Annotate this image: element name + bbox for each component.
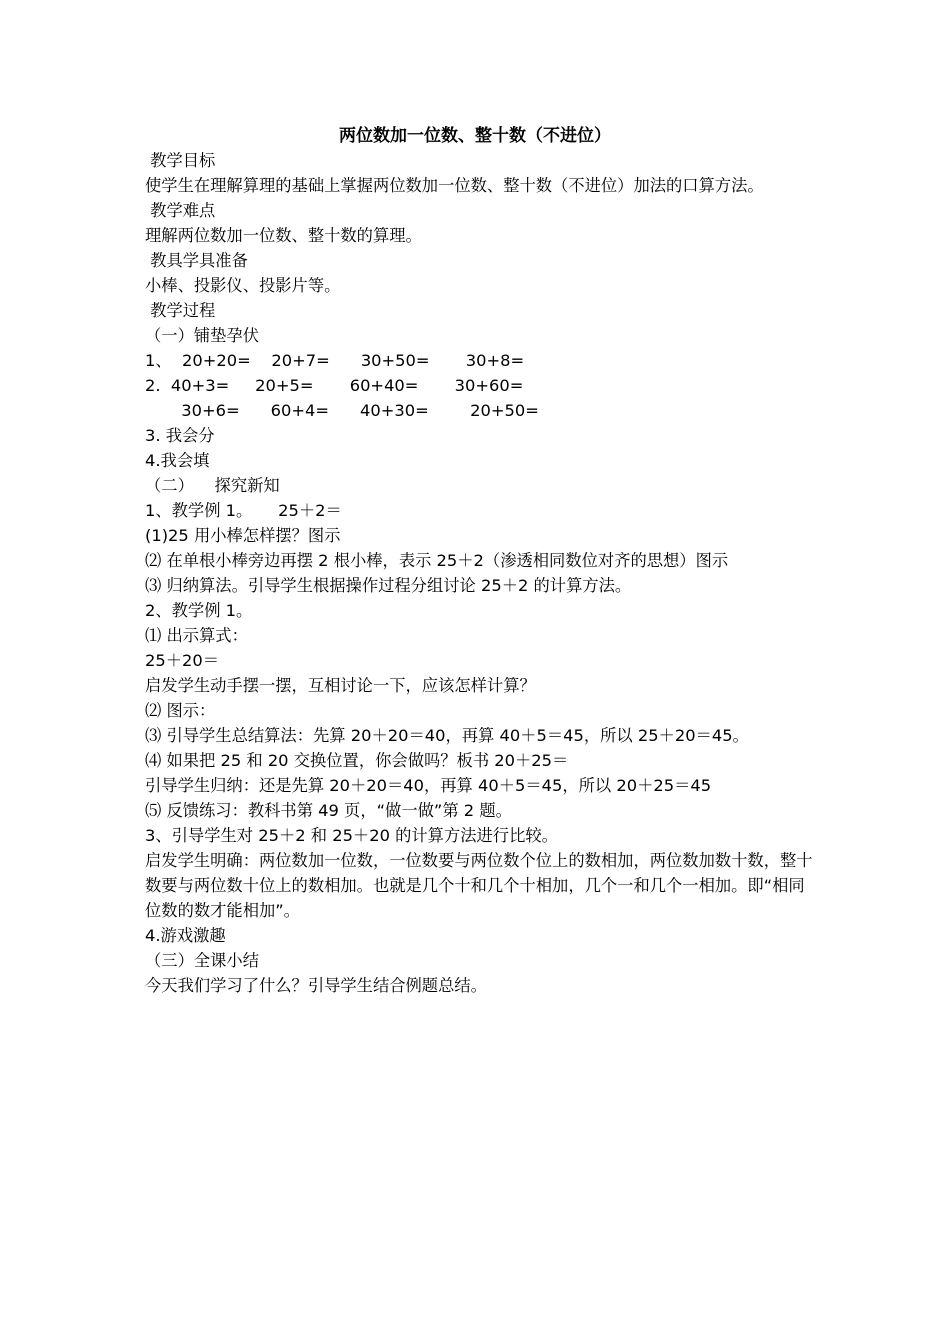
paragraph: 引导学生归纳：还是先算 20＋20＝40，再算 40＋5＝45，所以 20＋25＝45 [145, 776, 712, 795]
list-item: ⑵ 图示： [145, 701, 216, 720]
paragraph-tools: 小棒、投影仪、投影片等。 [145, 276, 341, 295]
list-item: ⑴ 出示算式： [145, 626, 248, 645]
paragraph-difficulty: 理解两位数加一位数、整十数的算理。 [145, 226, 422, 245]
list-item: 3、引导学生对 25＋2 和 25＋20 的计算方法进行比较。 [145, 826, 558, 845]
list-item: 4.游戏激趣 [145, 926, 226, 945]
list-item: 2、教学例 1。 [145, 601, 253, 620]
section-one-heading: （一）铺垫孕伏 [145, 326, 259, 345]
paragraph: 启发学生动手摆一摆，互相讨论一下，应该怎样计算？ [145, 676, 536, 695]
list-item: 3. 我会分 [145, 426, 215, 445]
list-item: 1、教学例 1。 25＋2＝ [145, 501, 342, 520]
exercise-line: 2. 40+3= 20+5= 60+40= 30+60= [145, 376, 524, 395]
heading-teaching-goal: 教学目标 [145, 151, 216, 170]
list-item: ⑸ 反馈练习：教科书第 49 页，“做一做”第 2 题。 [145, 801, 512, 820]
exercise-line: 30+6= 60+4= 40+30= 20+50= [145, 401, 539, 420]
section-three-heading: （三）全课小结 [145, 951, 259, 970]
section-two-heading: （二） 探究新知 [145, 476, 280, 495]
list-item: ⑷ 如果把 25 和 20 交换位置，你会做吗？板书 20＋25＝ [145, 751, 569, 770]
paragraph-closing: 今天我们学习了什么？引导学生结合例题总结。 [145, 976, 487, 995]
document-body [145, 148, 815, 998]
equation-line: 25＋20＝ [145, 651, 219, 670]
paragraph-goal: 使学生在理解算理的基础上掌握两位数加一位数、整十数（不进位）加法的口算方法。 [145, 176, 764, 195]
list-item: 4.我会填 [145, 451, 210, 470]
list-item: ⑶ 引导学生总结算法：先算 20＋20＝40，再算 40＋5＝45，所以 25＋20＝45。 [145, 726, 749, 745]
document-title: 两位数加一位数、整十数（不进位） [339, 126, 611, 146]
heading-teaching-difficulty: 教学难点 [145, 201, 216, 220]
heading-process: 教学过程 [145, 301, 216, 320]
list-item: (1)25 用小棒怎样摆？图示 [145, 526, 341, 545]
list-item: ⑶ 归纳算法。引导学生根据操作过程分组讨论 25＋2 的计算方法。 [145, 576, 632, 595]
list-item: ⑵ 在单根小棒旁边再摆 2 根小棒，表示 25＋2（渗透相同数位对齐的思想）图示 [145, 551, 729, 570]
paragraph-summary-rule: 启发学生明确：两位数加一位数，一位数要与两位数个位上的数相加，两位数加数十数，整十数要与两位数十位上的数相加。也就是几个十和几个十相加，几个一和几个一相加。即“相同位数的数才能相加”。 [145, 851, 813, 920]
heading-tools: 教具学具准备 [145, 251, 248, 270]
exercise-line: 1、 20+20= 20+7= 30+50= 30+8= [145, 351, 525, 370]
